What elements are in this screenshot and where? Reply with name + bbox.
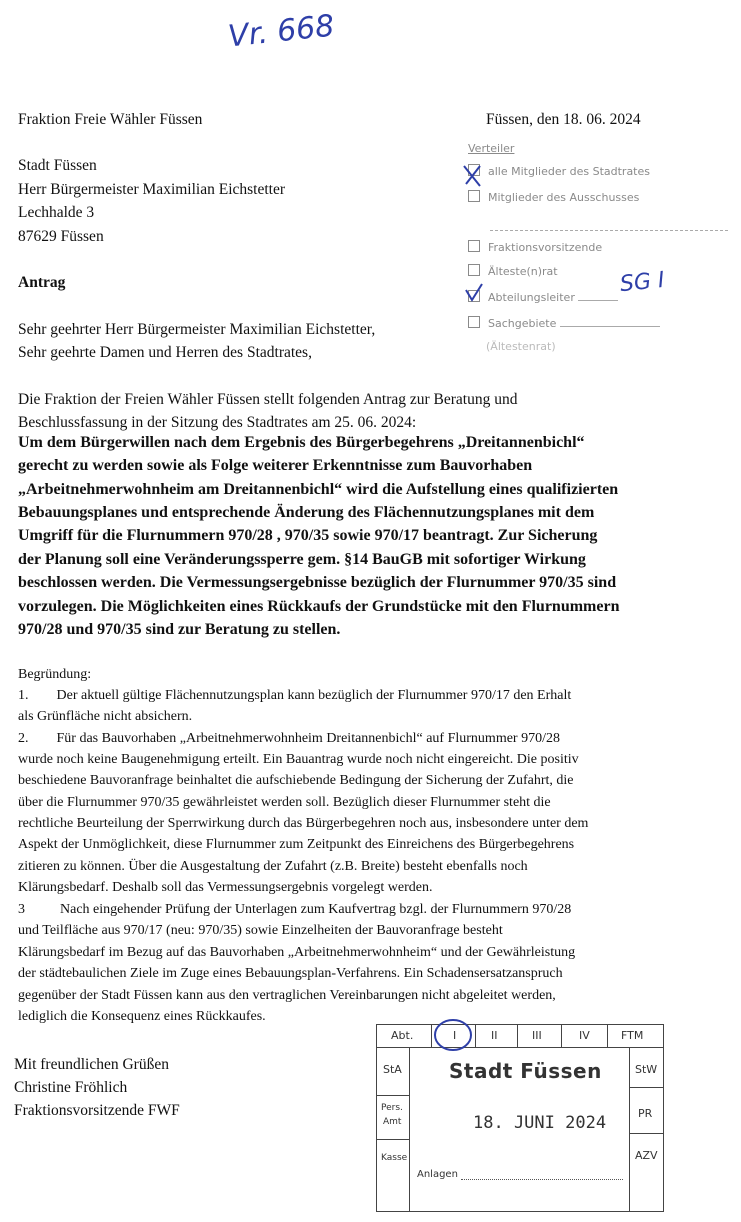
motion-line: der Planung soll eine Veränderungssperre gem. §14 BauGB mit sofortiger Wirkung (18, 551, 586, 568)
routing-item: Älteste(n)rat (468, 264, 558, 278)
checkmark-icon (460, 160, 490, 320)
stamp-abt-label: Abt. (391, 1029, 414, 1042)
motion-line: Bebauungsplanes und entsprechende Änderung des Flächennutzungsplanes mit dem (18, 504, 595, 521)
stamp-col-label: IV (579, 1029, 590, 1042)
reason-line: zitieren zu können. Über die Ausgestaltung der Zufahrt (z.B. Breite) besteht ebenfalls noch (18, 859, 528, 874)
place-date: Füssen, den 18. 06. 2024 (486, 111, 641, 128)
recipient-line: Stadt Füssen (18, 157, 97, 174)
stamp-col-label: III (532, 1029, 542, 1042)
intro-line: Die Fraktion der Freien Wähler Füssen stellt folgenden Antrag zur Beratung und (18, 391, 518, 408)
stamp-stw-label: StW (635, 1063, 658, 1076)
reason-line: Aspekt der Unmöglichkeit, diese Flurnummer zum Zeitpunkt des Einreichens des Bürgerbegehrens (18, 837, 575, 852)
routing-item: Sachgebiete (468, 316, 660, 330)
reason-line: über die Flurnummer 970/35 gewährleistet werden soll. Bezüglich dieser Flurnummer steht die (18, 795, 551, 810)
routing-item: Abteilungsleiter (468, 290, 618, 304)
motion-line: gerecht zu werden sowie als Folge weiterer Erkenntnisse zum Bauvorhaben (18, 457, 533, 474)
motion-line: beschlossen werden. Die Vermessungsergebnisse bezüglich der Flurnummer 970/35 sind (18, 574, 617, 591)
reason-line: 2. Für das Bauvorhaben „Arbeitnehmerwohnheim Dreitannenbichl“ auf Flurnummer 970/28 (18, 731, 560, 746)
subject-heading: Antrag (18, 274, 66, 291)
motion-line: Um dem Bürgerwillen nach dem Ergebnis des Bürgerbegehrens „Dreitannenbichl“ (18, 434, 585, 451)
reason-line: Klärungsbedarf. Deshalb soll das Vermessungsergebnis vorgelegt werden. (18, 880, 433, 895)
routing-slip-heading: Verteiler (468, 142, 515, 155)
stamp-anlagen-label: Anlagen (417, 1169, 458, 1180)
reason-line: Klärungsbedarf im Bezug auf das Bauvorhaben „Arbeitnehmerwohnheim“ und der Gewährleistung (18, 945, 576, 960)
handwritten-number: Vr. 668 (226, 8, 336, 55)
recipient-line: Lechhalde 3 (18, 204, 95, 221)
received-stamp (376, 1024, 664, 1212)
reason-line: wurde noch keine Baugenehmigung erteilt. Ein Bauantrag wurde noch nicht eingereicht. Die positiv (18, 752, 579, 767)
stamp-amt-label: Amt (383, 1117, 402, 1127)
intro-line: Beschlussfassung in der Sitzung des Stadtrates am 25. 06. 2024: (18, 414, 417, 431)
sender-line: Fraktion Freie Wähler Füssen (18, 111, 203, 128)
stamp-azv-label: AZV (635, 1149, 658, 1162)
routing-item: Fraktionsvorsitzende (468, 240, 602, 254)
signer-title: Fraktionsvorsitzende FWF (14, 1102, 180, 1119)
stamp-right-column (629, 1047, 630, 1211)
motion-line: Umgriff für die Flurnummern 970/28 , 970/35 sowie 970/17 beantragt. Zur Sicherung (18, 527, 598, 544)
recipient-line: 87629 Füssen (18, 228, 104, 245)
motion-line: 970/28 und 970/35 sind zur Beratung zu stellen. (18, 621, 341, 638)
stamp-col-label: I (453, 1029, 457, 1042)
handwritten-circle-icon (431, 1015, 477, 1055)
stamp-left-column (409, 1047, 410, 1211)
stamp-col-label: FTM (621, 1029, 644, 1042)
reason-line: rechtliche Beurteilung der Sperrwirkung durch das Bürgerbegehren noch aus, insbesondere unter dem (18, 816, 589, 831)
reason-line: beschiedene Bauvoranfrage beinhaltet die aufschiebende Bedingung der Sicherung der Zufahrt, die (18, 773, 574, 788)
stamp-kasse-label: Kasse (381, 1153, 408, 1163)
motion-line: „Arbeitnehmerwohnheim am Dreitannenbichl“ wird die Aufstellung eines qualifizierten (18, 481, 619, 498)
routing-slip (462, 142, 732, 357)
routing-item: Mitglieder des Ausschusses (468, 190, 639, 204)
routing-item: (Ältestenrat) (486, 340, 556, 353)
stamp-pers-label: Pers. (381, 1103, 403, 1113)
reason-line: 1. Der aktuell gültige Flächennutzungsplan kann bezüglich der Flurnummer 970/17 den Erhalt (18, 688, 572, 703)
routing-handwritten-note: SG I (618, 267, 666, 298)
recipient-line: Herr Bürgermeister Maximilian Eichstetter (18, 181, 286, 198)
closing-line: Mit freundlichen Grüßen (14, 1056, 169, 1073)
reason-line: und Teilfläche aus 970/17 (neu: 970/35) sowie Einzelheiten der Bauvoranfrage besteht (18, 923, 503, 938)
stamp-col-label: II (491, 1029, 498, 1042)
divider (490, 230, 728, 231)
stamp-date: 18. JUNI 2024 (473, 1113, 607, 1133)
reason-line: lediglich die Konsequenz eines Rückkaufes. (18, 1009, 266, 1024)
motion-line: vorzulegen. Die Möglichkeiten eines Rückkaufs der Grundstücke mit den Flurnummern (18, 598, 620, 615)
reason-line: gegenüber der Stadt Füssen kann aus den vertraglichen Vereinbarungen nicht abgeleitet werden, (18, 988, 556, 1003)
stamp-pr-label: PR (638, 1107, 653, 1120)
routing-item: alle Mitglieder des Stadtrates (468, 164, 650, 178)
reason-line: 3 Nach eingehender Prüfung der Unterlagen zum Kaufvertrag bzgl. der Flurnummern 970/28 (18, 902, 572, 917)
signer-name: Christine Fröhlich (14, 1079, 128, 1096)
stamp-title: Stadt Füssen (449, 1059, 602, 1083)
salutation-line: Sehr geehrte Damen und Herren des Stadtrates, (18, 344, 312, 361)
salutation-line: Sehr geehrter Herr Bürgermeister Maximilian Eichstetter, (18, 321, 376, 338)
reason-line: als Grünfläche nicht absichern. (18, 709, 193, 724)
stamp-sta-label: StA (383, 1063, 402, 1076)
reason-line: der städtebaulichen Ziele im Zuge eines Bebauungsplan-Verfahrens. Ein Schadensersatzanspruch (18, 966, 563, 981)
reason-heading: Begründung: (18, 667, 92, 682)
